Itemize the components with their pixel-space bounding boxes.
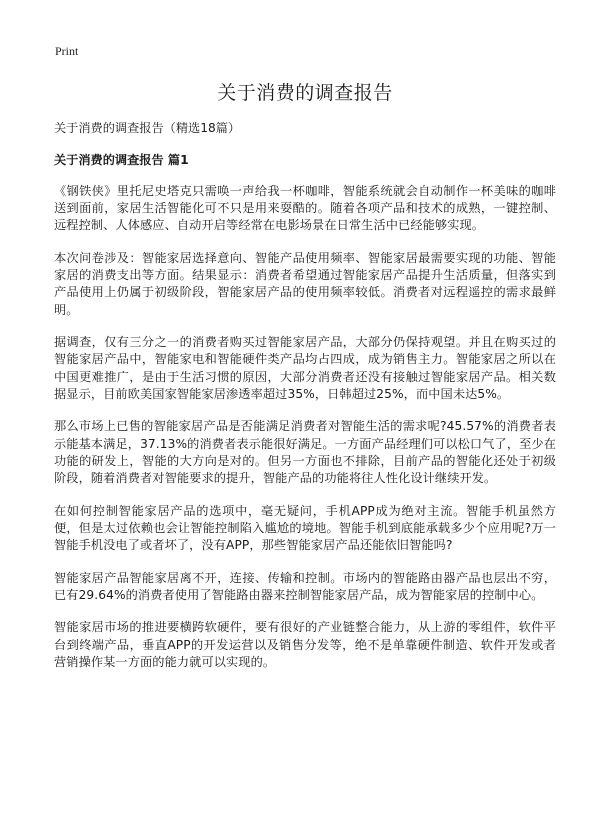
paragraph: 那么市场上已售的智能家居产品是否能满足消费者对智能生活的需求呢?45.57%的消费者表示能基本满足，37.13%的消费者表示能很好满足。一方面产品经理们可以松口气了，至少在功能的研发上，智能的大方向是对的。但另一方面也不排除，目前产品的智能化还处于初级阶段，随着消费者对智能要求的提升，智能产品的功能将往人性化设计继续开发。 (54, 419, 556, 486)
paragraph: 在如何控制智能家居产品的选项中，毫无疑问，手机APP成为绝对主流。智能手机虽然方便，但是太过依赖也会让智能控制陷入尴尬的境地。智能手机到底能承载多少个应用呢?万一智能手机没电了或者坏了，没有APP，那些智能家居产品还能依旧智能吗? (54, 503, 556, 553)
paragraph: 智能家居市场的推进要横跨软硬件，要有很好的产业链整合能力，从上游的零组件，软件平台到终端产品，垂直APP的开发运营以及销售分发等，绝不是单靠硬件制造、软件开发或者营销操作某一方面的能力就可以实现的。 (54, 620, 556, 669)
print-link[interactable]: Print (55, 44, 79, 58)
section-heading: 关于消费的调查报告 篇1 (54, 153, 189, 167)
paragraph: 《钢铁侠》里托尼史塔克只需唤一声给我一杯咖啡，智能系统就会自动制作一杯美味的咖啡送到面前，家居生活智能化可不只是用来耍酷的。随着各项产品和技术的成熟，一键控制、远程控制、人体感应、自动开启等经常在电影场景在日常生活中已经能够实现。 (54, 184, 556, 233)
paragraph: 本次问卷涉及：智能家居选择意向、智能产品使用频率、智能家居最需要实现的功能、智能家居的消费支出等方面。结果显示：消费者希望通过智能家居产品提升生活质量，但落实到产品使用上仍属于初级阶段，智能家居产品的使用频率较低。消费者对远程遥控的需求最鲜明。 (54, 251, 556, 317)
document-subtitle: 关于消费的调查报告（精选18篇） (54, 121, 241, 135)
document-title: 关于消费的调查报告 (217, 82, 393, 104)
article-body (54, 183, 556, 671)
paragraph: 智能家居产品智能家居离不开，连接、传输和控制。市场内的智能路由器产品也层出不穷，已有29.64%的消费者使用了智能路由器来控制智能家居产品，成为智能家居的控制中心。 (54, 570, 556, 602)
paragraph: 据调查，仅有三分之一的消费者购买过智能家居产品，大部分仍保持观望。并且在购买过的智能家居产品中，智能家电和智能硬件类产品均占四成，成为销售主力。智能家居之所以在中国更难推广，是由于生活习惯的原因，大部分消费者还没有接触过智能家居产品。相关数据显示，目前欧美国家智能家居渗透率超过35%，日韩超过25%，而中国未达5%。 (54, 335, 556, 401)
